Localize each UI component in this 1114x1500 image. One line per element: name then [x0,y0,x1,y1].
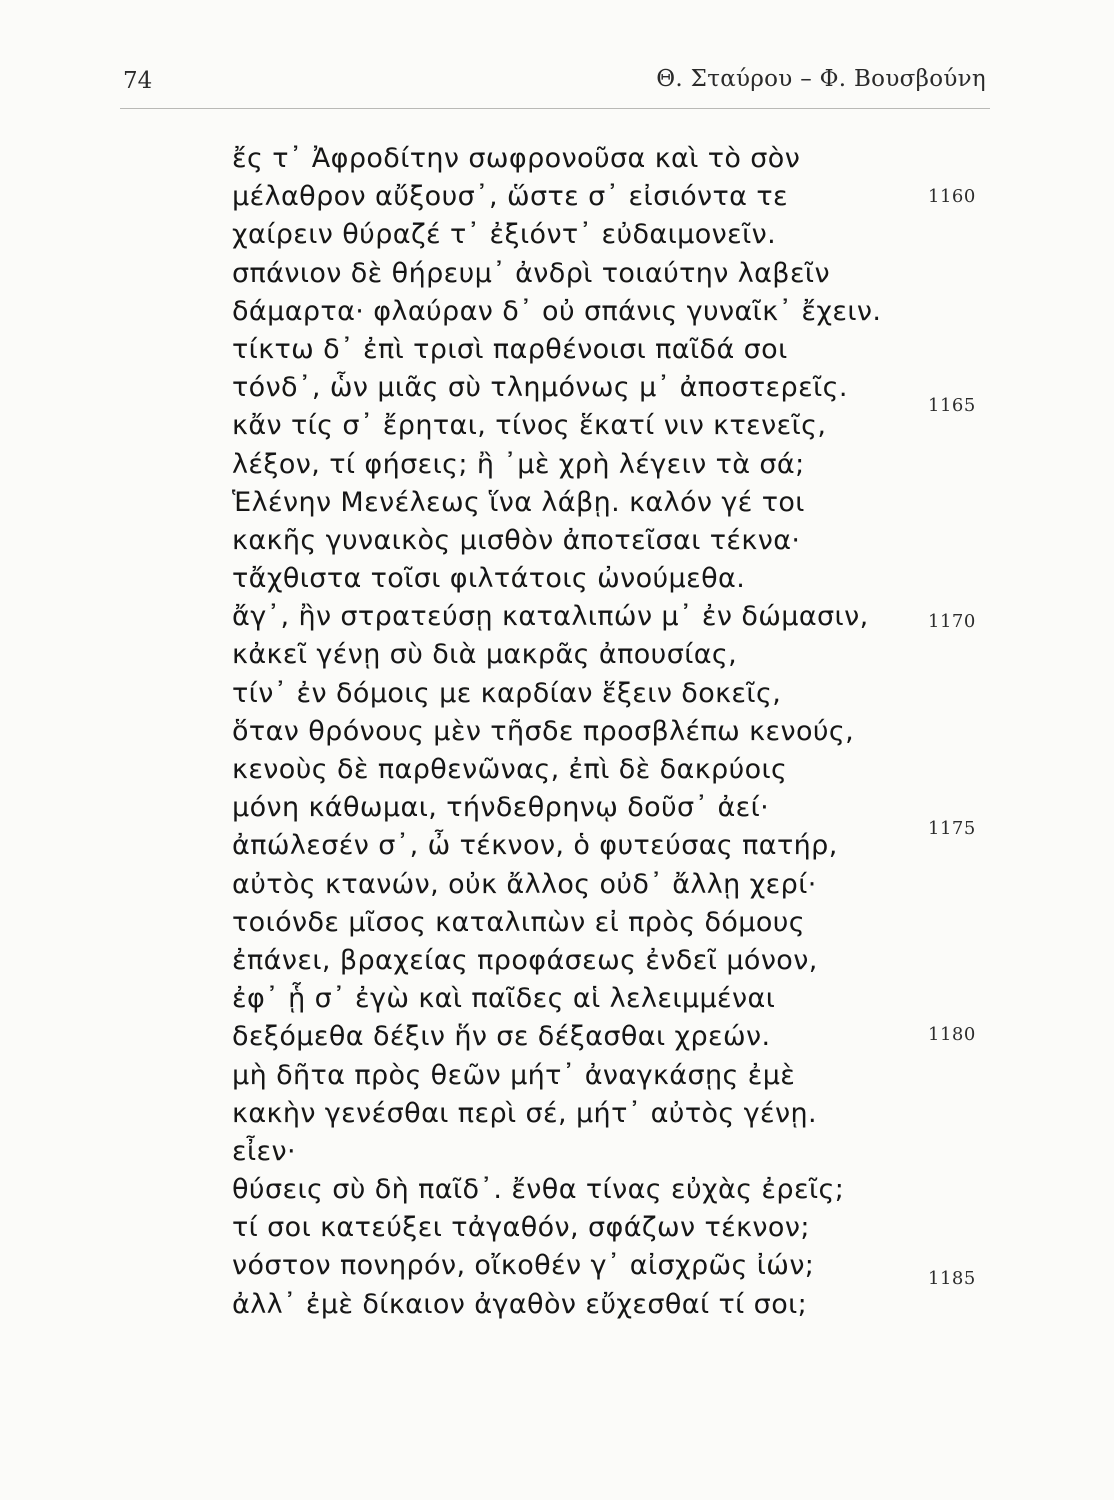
verse-line: ἔς τ᾽ Ἀφροδίτην σωφρονοῦσα καὶ τὸ σὸν [232,143,801,174]
verse-line: ἐφ᾽ ᾗ σ᾽ ἐγὼ καὶ παῖδες αἱ λελειμμέναι [232,983,776,1015]
verse-line: Ἑλένην Μενέλεως ἵνα λάβῃ. καλόν γέ τοι [232,486,805,518]
verse-line: τἄχθιστα τοῖσι φιλτάτοις ὠνούμεθα. [232,563,746,595]
line-number: 1180 [928,1024,976,1045]
verse-line: μὴ δῆτα πρὸς θεῶν μήτ᾽ ἀναγκάσῃς ἐμὲ [232,1059,796,1091]
line-number: 1165 [928,395,976,416]
verse-line: μόνη κάθωμαι, τήνδεθρηνῳ δοῦσ᾽ ἀεί· [232,792,770,824]
verse-line: νόστον πονηρόν, οἴκοθέν γ᾽ αἰσχρῶς ἰών; [232,1250,815,1282]
verse-line: μέλαθρον αὔξουσ᾽, ὥστε σ᾽ εἰσιόντα τε [232,181,788,213]
verse-line: κἀκεῖ γένῃ σὺ διὰ μακρᾶς ἀπουσίας, [232,639,738,671]
verse-line: τόνδ᾽, ὧν μιᾶς σὺ τλημόνως μ᾽ ἀποστερεῖς. [232,372,848,404]
running-title: Θ. Σταύρου – Φ. Βουσβούνη [656,66,986,92]
verse-line: αὐτὸς κτανών, οὐκ ἄλλος οὐδ᾽ ἄλλῃ χερί· [232,868,817,900]
verse-line: τοιόνδε μῖσος καταλιπὼν εἰ πρὸς δόμους [232,906,806,938]
verse-line: τίν᾽ ἐν δόμοις με καρδίαν ἕξειν δοκεῖς, [232,677,782,709]
verse-line: λέξον, τί φήσεις; ἢ ᾽μὲ χρὴ λέγειν τὰ σά; [232,448,805,480]
verse-line: ἄγ᾽, ἢν στρατεύσῃ καταλιπών μ᾽ ἐν δώμασιν, [232,601,869,633]
verse-line: κακῆς γυναικὸς μισθὸν ἀποτεῖσαι τέκνα· [232,524,801,556]
verse-line: θύσεις σὺ δὴ παῖδ᾽. ἔνθα τίνας εὐχὰς ἐρεῖς; [232,1174,845,1206]
header-rule [120,108,990,109]
verse-line: ὅταν θρόνους μὲν τῆσδε προσβλέπω κενούς, [232,715,855,747]
verse-line: σπάνιον δὲ θήρευμ᾽ ἀνδρὶ τοιαύτην λαβεῖν [232,257,830,289]
line-number: 1170 [928,611,976,632]
verse-line: ἀλλ᾽ ἐμὲ δίκαιον ἀγαθὸν εὔχεσθαί τί σοι; [232,1288,808,1320]
verse-line: ἀπώλεσέν σ᾽, ὦ τέκνον, ὁ φυτεύσας πατήρ, [232,830,838,862]
verse-text [232,140,882,1324]
page-number: 74 [123,68,153,94]
verse-line: κενοὺς δὲ παρθενῶνας, ἐπὶ δὲ δακρύοις [232,754,788,785]
line-number: 1175 [928,818,976,839]
verse-line: τί σοι κατεύξει τἀγαθόν, σφάζων τέκνον; [232,1212,810,1244]
line-number: 1160 [928,186,976,207]
verse-line: δεξόμεθα δέξιν ἥν σε δέξασθαι χρεών. [232,1021,771,1053]
verse-line: ἐπάνει, βραχείας προφάσεως ἐνδεῖ μόνον, [232,944,818,976]
verse-line: χαίρειν θύραζέ τ᾽ ἐξιόντ᾽ εὐδαιμονεῖν. [232,219,777,251]
verse-line: εἶεν· [232,1135,296,1167]
verse-line: κἄν τίς σ᾽ ἔρηται, τίνος ἕκατί νιν κτενεῖς, [232,410,827,442]
line-number: 1185 [928,1268,976,1289]
verse-line: δάμαρτα· φλαύραν δ᾽ οὐ σπάνις γυναῖκ᾽ ἔχειν. [232,295,882,327]
verse-line: κακὴν γενέσθαι περὶ σέ, μήτ᾽ αὐτὸς γένῃ. [232,1097,817,1129]
verse-line: τίκτω δ᾽ ἐπὶ τρισὶ παρθένοισι παῖδά σοι [232,333,788,365]
